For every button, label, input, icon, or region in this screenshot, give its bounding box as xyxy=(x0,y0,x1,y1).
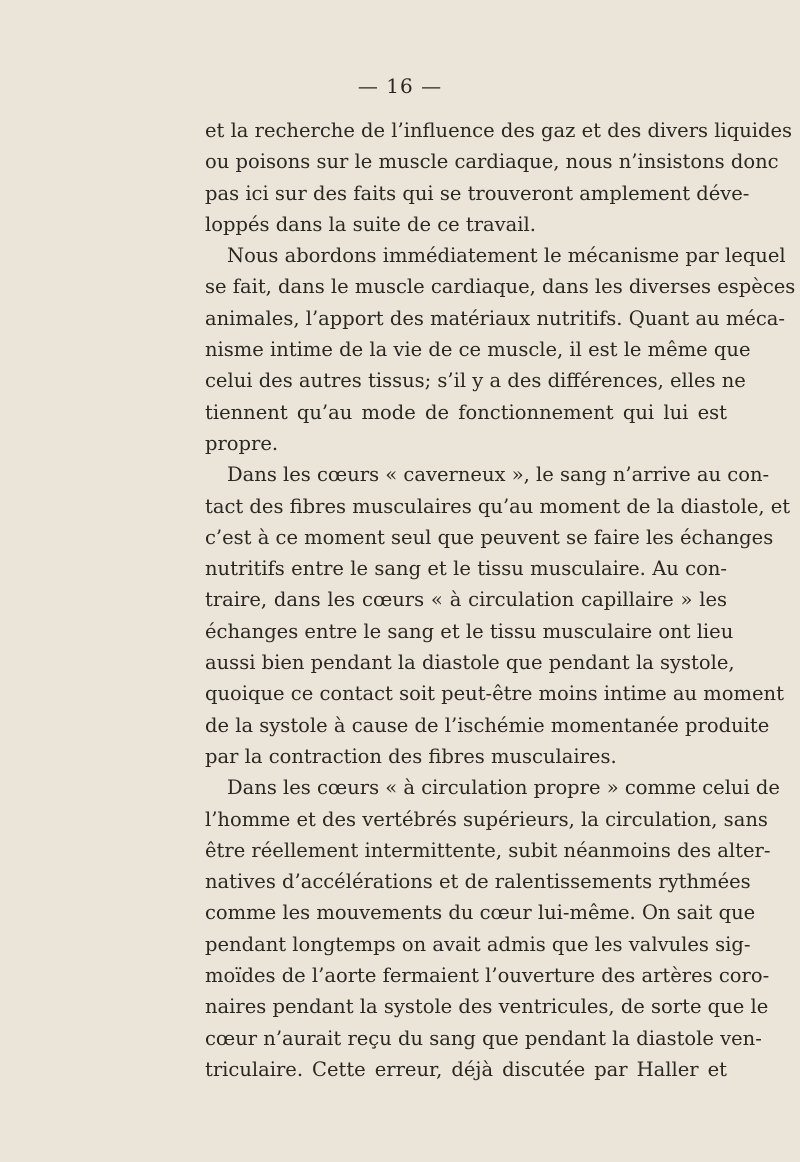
text-line: moïdes de l’aorte fermaient l’ouverture des artères coro- xyxy=(205,964,770,988)
text-line: Nous abordons immédiatement le mécanisme par lequel xyxy=(227,244,786,268)
text-line: quoique ce contact soit peut-être moins intime au moment xyxy=(205,682,784,706)
text-line: naires pendant la systole des ventricules, de sorte que le xyxy=(205,995,769,1019)
text-line: natives d’accélérations et de ralentissements rythmées xyxy=(205,870,751,894)
text-line: pas ici sur des faits qui se trouveront amplement déve- xyxy=(205,181,750,205)
page-number: — 16 — xyxy=(357,74,443,98)
text-line: celui des autres tissus; s’il y a des différences, elles ne xyxy=(205,369,746,393)
text-line: nisme intime de la vie de ce muscle, il est le même que xyxy=(205,338,751,362)
text-line: cœur n’aurait reçu du sang que pendant la diastole ven- xyxy=(205,1026,762,1050)
text-line: loppés dans la suite de ce travail. xyxy=(205,212,536,236)
text-line: par la contraction des fibres musculaires. xyxy=(205,744,617,768)
text-line: traire, dans les cœurs « à circulation capillaire » les xyxy=(205,588,727,612)
text-line: pendant longtemps on avait admis que les valvules sig- xyxy=(205,932,751,956)
body-text xyxy=(205,115,796,1085)
text-line: triculaire. Cette erreur, déjà discutée par Haller et xyxy=(205,1057,727,1081)
text-line: Dans les cœurs « caverneux », le sang n’arrive au con- xyxy=(227,463,770,487)
text-line: Dans les cœurs « à circulation propre » comme celui de xyxy=(227,776,780,800)
text-line: de la systole à cause de l’ischémie momentanée produite xyxy=(205,713,770,737)
text-line: comme les mouvements du cœur lui-même. On sait que xyxy=(205,901,756,925)
text-line: ou poisons sur le muscle cardiaque, nous n’insistons donc xyxy=(205,150,779,174)
text-line: échanges entre le sang et le tissu musculaire ont lieu xyxy=(205,619,734,643)
text-line: c’est à ce moment seul que peuvent se faire les échanges xyxy=(205,525,774,549)
text-line: propre. xyxy=(205,431,279,455)
text-line: tiennent qu’au mode de fonctionnement qui lui est xyxy=(205,400,727,424)
text-line: nutritifs entre le sang et le tissu musculaire. Au con- xyxy=(205,557,727,581)
text-line: tact des fibres musculaires qu’au moment de la diastole, et xyxy=(205,494,791,518)
text-line: être réellement intermittente, subit néanmoins des alter- xyxy=(205,838,771,862)
text-line: et la recherche de l’influence des gaz et des divers liquides xyxy=(205,119,793,142)
text-line: aussi bien pendant la diastole que pendant la systole, xyxy=(205,651,735,675)
text-line: se fait, dans le muscle cardiaque, dans les diverses espèces xyxy=(205,275,796,299)
text-line: animales, l’apport des matériaux nutritifs. Quant au méca- xyxy=(205,306,786,330)
text-line: l’homme et des vertébrés supérieurs, la circulation, sans xyxy=(205,807,768,831)
